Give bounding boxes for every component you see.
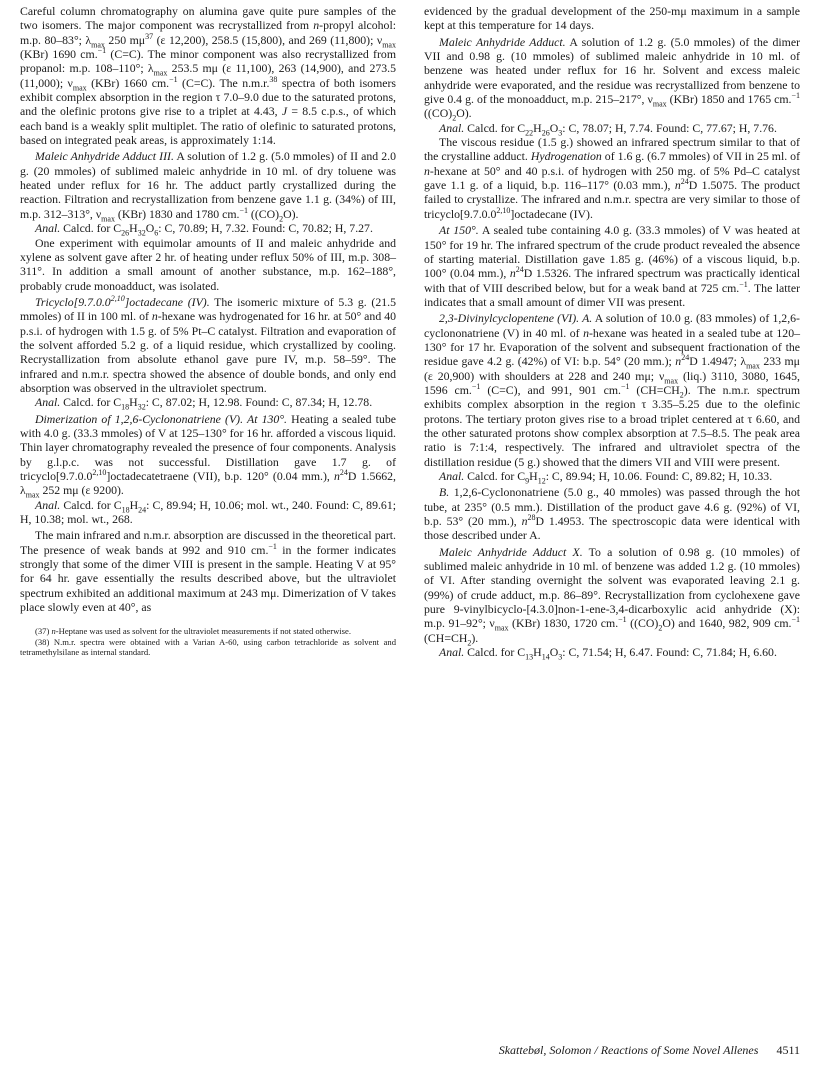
paragraph-analysis-iv: Anal. Calcd. for $C_{18}H_{32}$: C, 87.02; H, 12.98. Found: C, 87.34; H, 12.78. [35, 395, 373, 412]
paragraph-hydrogenation: The viscous residue (1.5 g.) showed an infrared spectrum similar to that of the crystalline adduct. Hydrogenation of 1.6 g. (6.7 mmoles) of VII in 25 ml. of n-hexane at 50° and 40 p.s.i. of hydrogen with 250 mg. of 5% Pd–C catalyst gave 1.1 g. of a liquid, b.p. 116–117° (0.03 mm.), $n^{24}D$ 1.5075. The product failed to crystallize. The infrared and n.m.r. spectra are very similar to those of tricyclo[9.7.0.0$^{2,10}$]octadecane (IV). [424, 135, 801, 221]
paragraph-divinylcyclopentene-a: 2,3-Divinylcyclopentene (VI). A. A solution of 10.0 g. (83 mmoles) of 1,2,6-cyclononatriene (V) in 40 ml. of n-hexane was heated in a sealed tube at 120–130° for 17 hr. Evaporation of the solvent and subsequent fractionation of the residue gave 4.2 g. (42%) of VI: b.p. 54° (20 mm.); $n^{24}D$ 1.4947; $\lambda_{max}$ 233 mμ (ε 20,900) with shoulders at 228 and 240 mμ; $\nu_{max}$ (liq.) 3110, 3080, 1645, 1596 cm.$^{-1}$ (C=C), and 991, 901 cm.$^{-1}$ $(CH=CH_2)$. The n.m.r. spectrum exhibits complex absorption in the region τ 3.35–5.25 due to the olefinic protons. The tertiary proton gives rise to a broad triplet centered at τ 6.60, and the other saturated protons show complex absorption at 7.5–8.5. The peak area ratio is 7:1:4, respectively. The infrared and ultraviolet spectra of the distillation residue (5 g.) showed that the dimers VII and VIII were present. [424, 311, 801, 469]
left-column [20, 4, 396, 657]
paragraph-analysis-x: Anal. Calcd. for $C_{13}H_{14}O_3$: C, 71.54; H, 6.47. Found: C, 71.84; H, 6.60. [439, 645, 777, 662]
paragraph-at-150: At 150°. A sealed tube containing 4.0 g. (33.3 mmoles) of V was heated at 150° for 19 hr. The infrared spectrum of the crude product revealed the absence of starting material. Distillation gave 1.85 g. (46%) of a viscous liquid, b.p. 100° (0.04 mm.), $n^{24}D$ 1.5326. The infrared spectrum was practically identical with that of VIII described below, but for a weak band at 725 cm.$^{-1}$. The latter indicates that a small amount of dimer VII was present. [424, 223, 801, 309]
running-footer: Skattebøl, Solomon / Reactions of Some Novel Allenes [498, 1043, 759, 1057]
paragraph-infrared-discussion: The main infrared and n.m.r. absorption are discussed in the theoretical part. The presence of weak bands at 992 and 910 cm.$^{-1}$ in the former indicates strongly that some of the dimer VIII is present in the sample. Heating V at 95° for 64 hr. gave essentially the results described above, but the ultraviolet spectrum exhibited an additional maximum at 243 mμ. Dimerization of V takes place slowly even at 40°, as [20, 528, 396, 615]
paragraph-maleic-adduct-iii: Maleic Anhydride Adduct III. A solution of 1.2 g. (5.0 mmoles) of II and 2.0 g. (20 mmoles) of sublimed maleic anhydride in 10 ml. of dry toluene was heated under reflux for 16 hr. The adduct partly crystallized during the reaction. Filtration and recrystallization from benzene gave 1.1 g. (34%) of III, m.p. 312–313°, $\nu_{max}$ (KBr) 1830 and 1780 cm.$^{-1}$ $((CO)_2O)$. [20, 149, 396, 224]
page-number: 4511 [776, 1043, 800, 1057]
footnotes [20, 626, 396, 657]
paragraph-analysis-iii: Anal. Calcd. for $C_{26}H_{32}O_6$: C, 70.89; H, 7.32. Found: C, 70.82; H, 7.27. [35, 221, 373, 238]
paragraph-isomer-separation: Careful column chromatography on alumina gave quite pure samples of the two isomers. The major component was recrystallized from n-propyl alcohol: m.p. 80–83°; $\lambda_{max}$ 250 $m\mu^{37}$ (ε 12,200), 258.5 (15,800), and 269 (11,800); $\nu_{max}$ (KBr) 1690 cm.$^{-1}$ (C=C). The minor component was also recrystallized from propanol: m.p. 108–110°; $\lambda_{max}$ 253.5 mμ (ε 11,100), 263 (14,900), and 273.5 (11,000); $\nu_{max}$ (KBr) 1660 cm.$^{-1}$ (C=C). The n.m.r.$^{38}$ spectra of both isomers exhibit complex absorption in the region τ 7.0–9.0 due to the saturated protons, and the olefinic protons give rise to a triplet at 4.43, J = 8.5 c.p.s., of which each band is a weakly split multiplet. The ratio of olefinic to saturated protons, based on integrated peak areas, is approximately 1:14. [20, 4, 397, 148]
paragraph-analysis-vii: Anal. Calcd. for $C_{18}H_{24}$: C, 89.94; H, 10.06; mol. wt., 240. Found: C, 89.61; H, 10.38; mol. wt., 268. [20, 497, 396, 527]
right-column [424, 4, 801, 662]
paragraph-tricyclo-iv: Tricyclo[9.7.0.0$^{2,10}$]octadecane (IV). The isomeric mixture of 5.3 g. (21.5 mmoles) of II in 100 ml. of n-hexane was hydrogenated for 16 hr. at 50° and 40 p.s.i. of hydrogen with 1.5 g. of 5% Pt–C catalyst. Filtration and evaporation of the solvent afforded 5.2 g. of a liquid residue, which crystallized by cooling. Recrystallization from absolute ethanol gave pure IV, m.p. 58–59°. The infrared and n.m.r. spectra showed the absence of double bonds, and only end absorption was observed in the ultraviolet spectrum. [20, 293, 396, 395]
page-footer [400, 1043, 800, 1058]
paragraph-analysis-monoadduct: Anal. Calcd. for $C_{22}H_{26}O_3$: C, 78.07; H, 7.74. Found: C, 77.67; H, 7.76. [439, 120, 777, 138]
paragraph-maleic-adduct-x: Maleic Anhydride Adduct X. To a solution of 0.98 g. (10 mmoles) of sublimed maleic anhydride in 10 ml. of benzene was added 1.2 g. (10 mmoles) of VI. After standing overnight the solvent was evaporated leaving 2.1 g. (99%) of crude adduct, m.p. 86–89°. Recrystallization from cyclohexene gave pure 9-vinylbicyclo-[4.3.0]non-1-ene-3,4-dicarboxylic acid anhydride (X): m.p. 91–92°; $\nu_{max}$ (KBr) 1830, 1720 cm.$^{-1}$ $((CO)_2O)$ and 1640, 982, 909 cm.$^{-1}$ $(CH=CH_2)$. [424, 544, 800, 648]
paragraph-continuation: evidenced by the gradual development of the 250-mμ maximum in a sample kept at this temperature for 14 days. [424, 4, 800, 33]
paragraph-dimerization-130: Dimerization of 1,2,6-Cyclononatriene (V). At 130°. Heating a sealed tube with 4.0 g. (33.3 mmoles) of V at 125–130° for 16 hr. afforded a viscous liquid. Thin layer chromatography revealed the presence of four components. Analysis by g.l.p.c. was not successful. Distillation gave 1.7 g. of tricyclo[9.7.0.0$^{2,10}$]octadecatetraene (VII), b.p. 120° (0.04 mm.), $n^{24}D$ 1.5662, $\lambda_{max}$ 252 mμ (ε 9200). [20, 411, 397, 500]
footnote-38: (38) N.m.r. spectra were obtained with a Varian A-60, using carbon tetrachloride as solvent and tetramethylsilane as internal standard. [20, 636, 396, 658]
paragraph-maleic-adduct-vii: Maleic Anhydride Adduct. A solution of 1.2 g. (5.0 mmoles) of the dimer VII and 0.98 g. (10 mmoles) of sublimed maleic anhydride in 10 ml. of benzene was heated under reflux for 16 hr. Solvent and excess maleic anhydride were evaporated, and the residue was recrystallized from benzene to give 0.4 g. of the monoadduct, m.p. 215–217°, $\nu_{max}$ (KBr) 1850 and 1765 cm.$^{-1}$ $((CO)_2O)$. [424, 34, 800, 123]
paragraph-xylene-experiment: One experiment with equimolar amounts of II and maleic anhydride and xylene as solvent gave after 2 hr. of heating under reflux 50% of III, m.p. 308–311°. In addition a small amount of another substance, m.p. 162–188°, probably crude monoadduct, was isolated. [20, 235, 396, 293]
paragraph-analysis-vi: Anal. Calcd. for $C_9H_{12}$: C, 89.94; H, 10.06. Found: C, 89.82; H, 10.33. [439, 469, 773, 486]
paragraph-divinylcyclopentene-b: B. 1,2,6-Cyclononatriene (5.0 g., 40 mmoles) was passed through the hot tube, at 235° (0.5 mm.). Distillation of the product gave 4.6 g. (92%) of VI, b.p. 53° (20 mm.), $n^{28}D$ 1.4953. The spectroscopic data were identical with those described under A. [424, 485, 800, 543]
footnote-37: (37) n-Heptane was used as solvent for the ultraviolet measurements if not stated otherwise. [35, 626, 351, 637]
